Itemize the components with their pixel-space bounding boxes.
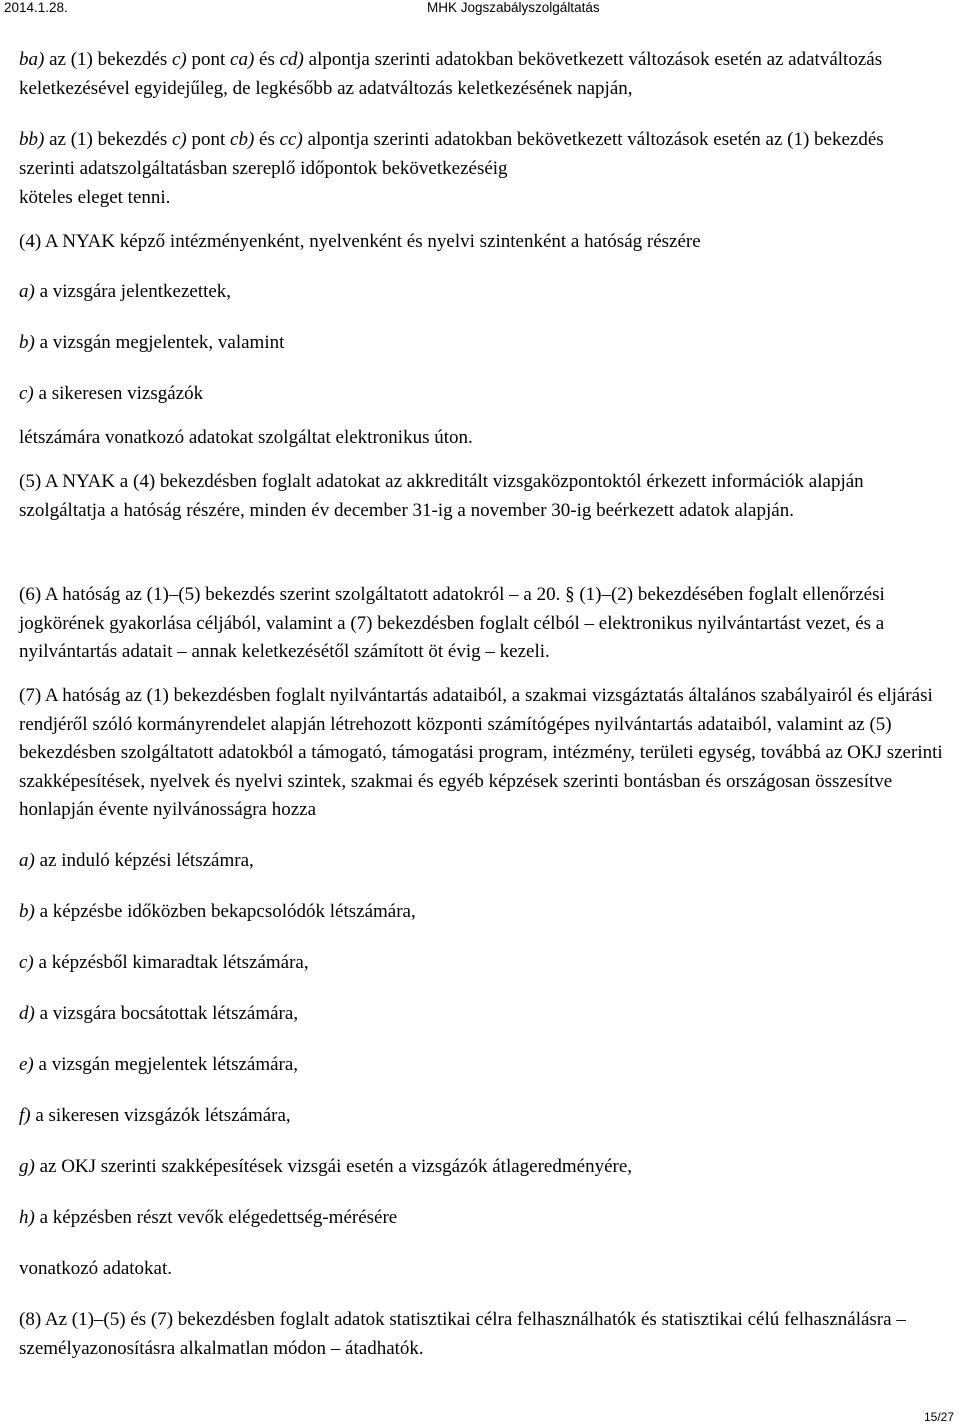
text-run: létszámára vonatkozó adatokat szolgáltat elektronikus úton. xyxy=(19,427,473,448)
text-run: alpontja szerinti adatokban bekövetkezett változások esetén az adatváltozás keletkezésével egyidejűleg, de legkésőbb az adatváltozás keletkezésének napján, xyxy=(19,49,883,99)
list-item-4b xyxy=(19,329,944,380)
list-marker: c) xyxy=(171,49,187,70)
list-marker: cb) xyxy=(230,129,255,150)
document-body xyxy=(19,46,944,1363)
text-run: a képzésből kimaradtak létszámára, xyxy=(33,952,309,973)
list-item-7a xyxy=(19,847,944,898)
paragraph-bb xyxy=(19,126,944,184)
text-run: (4) A NYAK képző intézményenként, nyelvenként és nyelvi szintenként a hatóság részére xyxy=(19,231,701,252)
text-run: és xyxy=(254,129,280,150)
list-item-7e xyxy=(19,1051,944,1102)
paragraph-7 xyxy=(19,682,944,847)
list-marker: ba) xyxy=(19,49,45,70)
paragraph-6 xyxy=(19,581,944,682)
paragraph-4 xyxy=(19,228,944,278)
list-item-7c xyxy=(19,949,944,1000)
list-marker: cd) xyxy=(279,49,304,70)
text-run: alpontja szerinti adatokban bekövetkezett változások esetén az (1) bekezdés szerinti adatszolgáltatásban szereplő időpontok bekövetkezéséig xyxy=(19,129,884,179)
list-marker: d) xyxy=(19,1003,35,1024)
text-run: a vizsgán megjelentek, valamint xyxy=(34,332,285,353)
paragraph-5 xyxy=(19,468,944,581)
list-marker: a) xyxy=(19,850,35,871)
text-run: pont xyxy=(186,49,231,70)
list-item-7g xyxy=(19,1153,944,1204)
text-run: a képzésben részt vevők elégedettség-mérésére xyxy=(34,1207,398,1228)
list-marker: a) xyxy=(19,281,35,302)
text-run: köteles eleget tenni. xyxy=(19,187,171,208)
text-run: (5) A NYAK a (4) bekezdésben foglalt adatokat az akkreditált vizsgaközpontoktól érkezett információk alapján szolgáltatja a hatóság részére, minden év december 31-ig a november 30-ig beérkezett adatok alapján. xyxy=(19,471,864,521)
text-run: a vizsgán megjelentek létszámára, xyxy=(33,1054,299,1075)
text-run: a képzésbe időközben bekapcsolódók létszámára, xyxy=(34,901,416,922)
text-run: a sikeresen vizsgázók létszámára, xyxy=(30,1105,291,1126)
text-run: a vizsgára bocsátottak létszámára, xyxy=(34,1003,299,1024)
text-run: és xyxy=(254,49,280,70)
list-marker: b) xyxy=(19,901,35,922)
list-item-7h xyxy=(19,1204,944,1255)
text-run: vonatkozó adatokat. xyxy=(19,1258,173,1279)
list-marker: ca) xyxy=(230,49,255,70)
list-item-7d xyxy=(19,1000,944,1051)
list-item-4a xyxy=(19,278,944,329)
list-marker: b) xyxy=(19,332,35,353)
list-marker: cc) xyxy=(279,129,303,150)
text-run: (8) Az (1)–(5) és (7) bekezdésben foglalt adatok statisztikai célra felhasználhatók és statisztikai célú felhasználásra – személyazonosításra alkalmatlan módon – átadhatók. xyxy=(19,1309,906,1359)
text-run: az OKJ szerinti szakképesítések vizsgái esetén a vizsgázók átlageredményére, xyxy=(34,1156,633,1177)
list-marker: bb) xyxy=(19,129,45,150)
paragraph-7-closing xyxy=(19,1255,944,1306)
list-item-4c xyxy=(19,380,944,424)
paragraph-koteles xyxy=(19,184,944,228)
list-item-7f xyxy=(19,1102,944,1153)
text-run: a sikeresen vizsgázók xyxy=(33,383,204,404)
list-item-7b xyxy=(19,898,944,949)
list-marker: e) xyxy=(19,1054,34,1075)
list-marker: f) xyxy=(19,1105,31,1126)
paragraph-4-closing xyxy=(19,424,944,468)
text-run: a vizsgára jelentkezettek, xyxy=(34,281,232,302)
text-run: (6) A hatóság az (1)–(5) bekezdés szerint szolgáltatott adatokról – a 20. § (1)–(2) bekezdésében foglalt ellenőrzési jogkörének gyakorlása céljából, valamint a (7) bekezdésben foglalt célból – elektronikus nyilvántartást vezet, és a nyilvántartás adatait – annak keletkezésétől számított öt évig – kezeli. xyxy=(19,584,885,663)
paragraph-ba xyxy=(19,46,944,126)
list-marker: g) xyxy=(19,1156,35,1177)
text-run: pont xyxy=(186,129,231,150)
text-run: az (1) bekezdés xyxy=(44,129,172,150)
paragraph-8 xyxy=(19,1306,944,1363)
text-run: az induló képzési létszámra, xyxy=(34,850,254,871)
header-title: MHK Jogszabályszolgáltatás xyxy=(427,0,600,15)
list-marker: c) xyxy=(19,383,34,404)
list-marker: h) xyxy=(19,1207,35,1228)
page-number: 15/27 xyxy=(923,1410,954,1424)
text-run: (7) A hatóság az (1) bekezdésben foglalt nyilvántartás adataiból, a szakmai vizsgáztatás általános szabályairól és eljárási rendjéről szóló kormányrendelet alapján létrehozott központi számítógépes nyilvántartás adataiból, valamint az (5) bekezdésben szolgáltatott adatokból a támogató, támogatási program, intézmény, területi egység, továbbá az OKJ szerinti szakképesítések, nyelvek és nyelvi szintek, szakmai és egyéb képzések szerinti bontásban és országosan összesítve honlapján évente nyilvánosságra hozza xyxy=(19,685,943,821)
list-marker: c) xyxy=(171,129,187,150)
text-run: az (1) bekezdés xyxy=(44,49,172,70)
header-date: 2014.1.28. xyxy=(4,0,68,15)
list-marker: c) xyxy=(19,952,34,973)
